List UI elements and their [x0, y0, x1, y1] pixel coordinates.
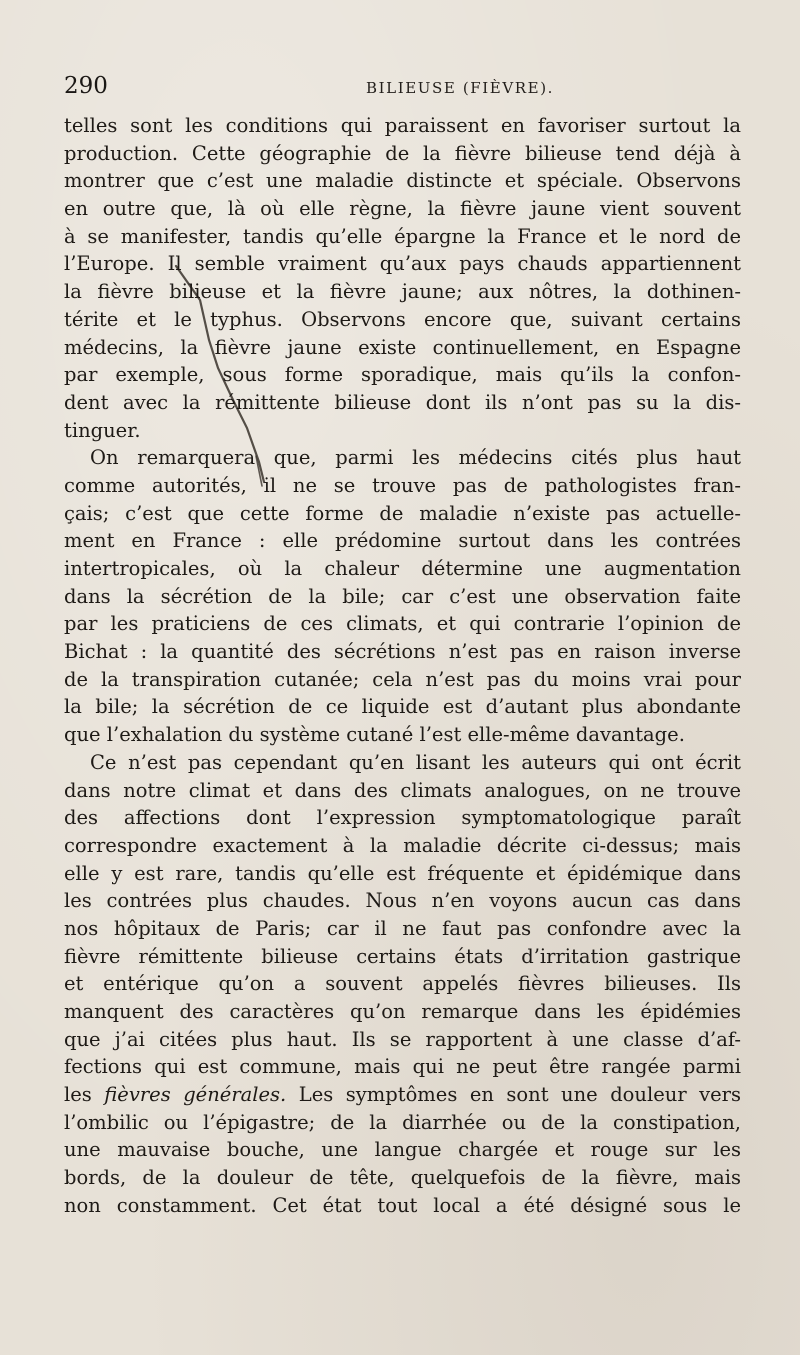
text-line: par exemple, sous forme sporadique, mais qu’ils la confon- — [64, 363, 741, 387]
text-line: l’ombilic ou l’épigastre; de la diarrhée ou de la constipation, — [64, 1110, 741, 1134]
text-line: bords, de la douleur de tête, quelquefois de la fièvre, mais — [64, 1166, 741, 1190]
text-line: dent avec la rémittente bilieuse dont ils n’ont pas su la dis- — [64, 390, 741, 414]
body-text — [64, 112, 741, 1220]
text-line: telles sont les conditions qui paraissent en favoriser surtout la — [64, 114, 741, 137]
text-line: de la transpiration cutanée; cela n’est pas du moins vrai pour — [64, 667, 741, 691]
italic-term: fièvres générales. — [104, 1083, 287, 1107]
text-line: les contrées plus chaudes. Nous n’en voyons aucun cas dans — [64, 889, 741, 913]
text-line: Ce n’est pas cependant qu’en lisant les auteurs qui ont écrit — [90, 750, 741, 774]
text-line: à se manifester, tandis qu’elle épargne la France et le nord de — [64, 224, 741, 248]
text-line: térite et le typhus. Observons encore que, suivant certains — [64, 307, 741, 331]
text-line: dans notre climat et dans des climats analogues, on ne trouve — [64, 778, 741, 802]
text-line: par les praticiens de ces climats, et qui contrarie l’opinion de — [64, 612, 741, 636]
text-line: en outre que, là où elle règne, la fièvre jaune vient souvent — [64, 197, 741, 221]
text-line: non constamment. Cet état tout local a été désigné sous le — [64, 1193, 741, 1217]
text-line: que j’ai citées plus haut. Ils se rapportent à une classe d’af- — [64, 1027, 741, 1051]
text-line: production. Cette géographie de la fièvre bilieuse tend déjà à — [64, 141, 741, 165]
text-line: comme autorités, il ne se trouve pas de pathologistes fran- — [64, 473, 741, 497]
text-line: fièvre rémittente bilieuse certains états d’irritation gastrique — [64, 944, 741, 968]
text-line: que l’exhalation du système cutané l’est elle-même davantage. — [64, 723, 685, 747]
text-line: ment en France : elle prédomine surtout dans les contrées — [64, 529, 741, 553]
page-header — [64, 72, 740, 102]
running-head: BILIEUSE (FIÈVRE). — [366, 79, 555, 97]
text-line: nos hôpitaux de Paris; car il ne faut pas confondre avec la — [64, 916, 741, 940]
text-line: intertropicales, où la chaleur détermine une augmentation — [64, 557, 741, 580]
text-line: dans la sécrétion de la bile; car c’est une observation faite — [64, 584, 741, 608]
text-line: fections qui est commune, mais qui ne peut être rangée parmi — [64, 1055, 741, 1079]
page-number: 290 — [64, 73, 108, 99]
text-line: la fièvre bilieuse et la fièvre jaune; aux nôtres, la dothinen- — [64, 280, 741, 304]
text-line: des affections dont l’expression symptomatologique paraît — [64, 806, 741, 830]
text-segment: les — [64, 1083, 105, 1107]
text-line: tinguer. — [64, 418, 141, 442]
text-line: On remarquera que, parmi les médecins cités plus haut — [90, 446, 741, 470]
text-line: correspondre exactement à la maladie décrite ci-dessus; mais — [64, 833, 741, 857]
text-line: la bile; la sécrétion de ce liquide est d’autant plus abondante — [64, 695, 741, 719]
text-line: montrer que c’est une maladie distincte et spéciale. Observons — [64, 169, 741, 193]
text-line: une mauvaise bouche, une langue chargée et rouge sur les — [64, 1138, 741, 1162]
text-line: médecins, la fièvre jaune existe continuellement, en Espagne — [64, 335, 741, 359]
text-line: çais; c’est que cette forme de maladie n’existe pas actuelle- — [64, 501, 741, 525]
text-segment: Les symptômes en sont une douleur vers — [286, 1083, 741, 1107]
text-line — [64, 1081, 741, 1109]
text-line: manquent des caractères qu’on remarque dans les épidémies — [64, 1000, 741, 1023]
text-line: elle y est rare, tandis qu’elle est fréquente et épidémique dans — [64, 861, 741, 885]
text-line: et entérique qu’on a souvent appelés fièvres bilieuses. Ils — [64, 972, 741, 996]
text-line: l’Europe. Il semble vraiment qu’aux pays chauds appartiennent — [64, 252, 741, 276]
text-line: Bichat : la quantité des sécrétions n’est pas en raison inverse — [64, 640, 741, 664]
